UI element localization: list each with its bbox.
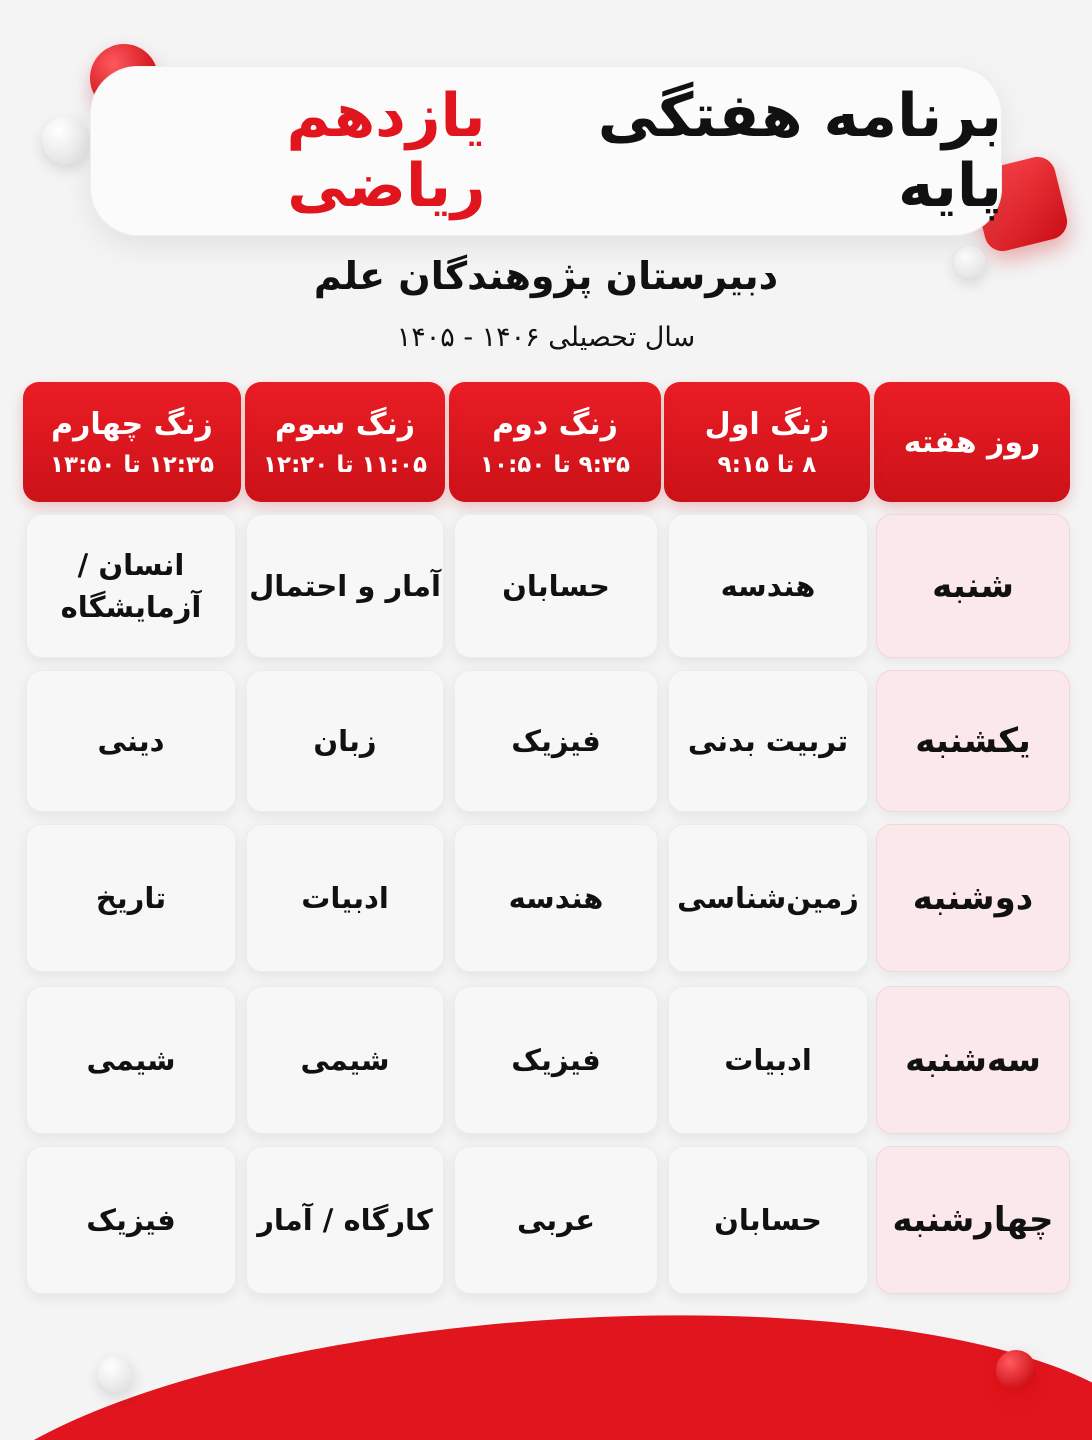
subject-cell: حسابان (454, 514, 658, 658)
decor-red-ball (996, 1350, 1036, 1390)
header-label: زنگ سوم (275, 406, 415, 442)
subject-cell: زمین‌شناسی (668, 824, 868, 972)
header-period-4 (23, 382, 241, 502)
day-cell: یکشنبه (876, 670, 1070, 812)
day-cell: چهارشنبه (876, 1146, 1070, 1294)
header-day (874, 382, 1070, 502)
subject-cell: شیمی (26, 986, 236, 1134)
header-time: ۱۲:۳۵ تا ۱۳:۵۰ (50, 451, 215, 478)
subject-cell: هندسه (454, 824, 658, 972)
school-name: دبیرستان پژوهندگان علم (313, 254, 779, 298)
subject-cell: عربی (454, 1146, 658, 1294)
subject-cell: تاریخ (26, 824, 236, 972)
header-label: زنگ اول (704, 406, 830, 442)
subject-cell: فیزیک (454, 986, 658, 1134)
title-highlight: یازدهم ریاضی (286, 81, 486, 221)
header-time: ۱۱:۰۵ تا ۱۲:۲۰ (263, 451, 428, 478)
subject-cell: زبان (246, 670, 444, 812)
day-cell: شنبه (876, 514, 1070, 658)
header-period-2 (449, 382, 661, 502)
subject-cell: شیمی (246, 986, 444, 1134)
subject-cell: حسابان (668, 1146, 868, 1294)
header-time: ۹:۳۵ تا ۱۰:۵۰ (480, 451, 630, 478)
academic-year: سال تحصیلی ۱۴۰۶ - ۱۴۰۵ (396, 322, 696, 353)
header-time: ۸ تا ۹:۱۵ (717, 451, 817, 478)
title-main: برنامه هفتگی پایه (597, 81, 1002, 221)
subject-cell: ادبیات (668, 986, 868, 1134)
decor-white-ball (98, 1356, 134, 1392)
background-wave (0, 1278, 1092, 1440)
subject-cell: آمار و احتمال (246, 514, 444, 658)
header-period-3 (245, 382, 445, 502)
header-period-1 (664, 382, 870, 502)
subject-cell: فیزیک (454, 670, 658, 812)
subject-cell: تربیت بدنی (668, 670, 868, 812)
subject-cell: هندسه (668, 514, 868, 658)
header-label: زنگ چهارم (51, 406, 213, 442)
subject-cell: دینی (26, 670, 236, 812)
subject-cell: ادبیات (246, 824, 444, 972)
day-cell: سه‌شنبه (876, 986, 1070, 1134)
subject-cell: انسان / آزمایشگاه (26, 514, 236, 658)
subject-cell: فیزیک (26, 1146, 236, 1294)
subject-cell: کارگاه / آمار (246, 1146, 444, 1294)
header-label: زنگ دوم (492, 406, 618, 442)
title-card (90, 66, 1002, 236)
decor-white-ball (42, 116, 90, 164)
day-cell: دوشنبه (876, 824, 1070, 972)
header-label: روز هفته (903, 424, 1041, 460)
